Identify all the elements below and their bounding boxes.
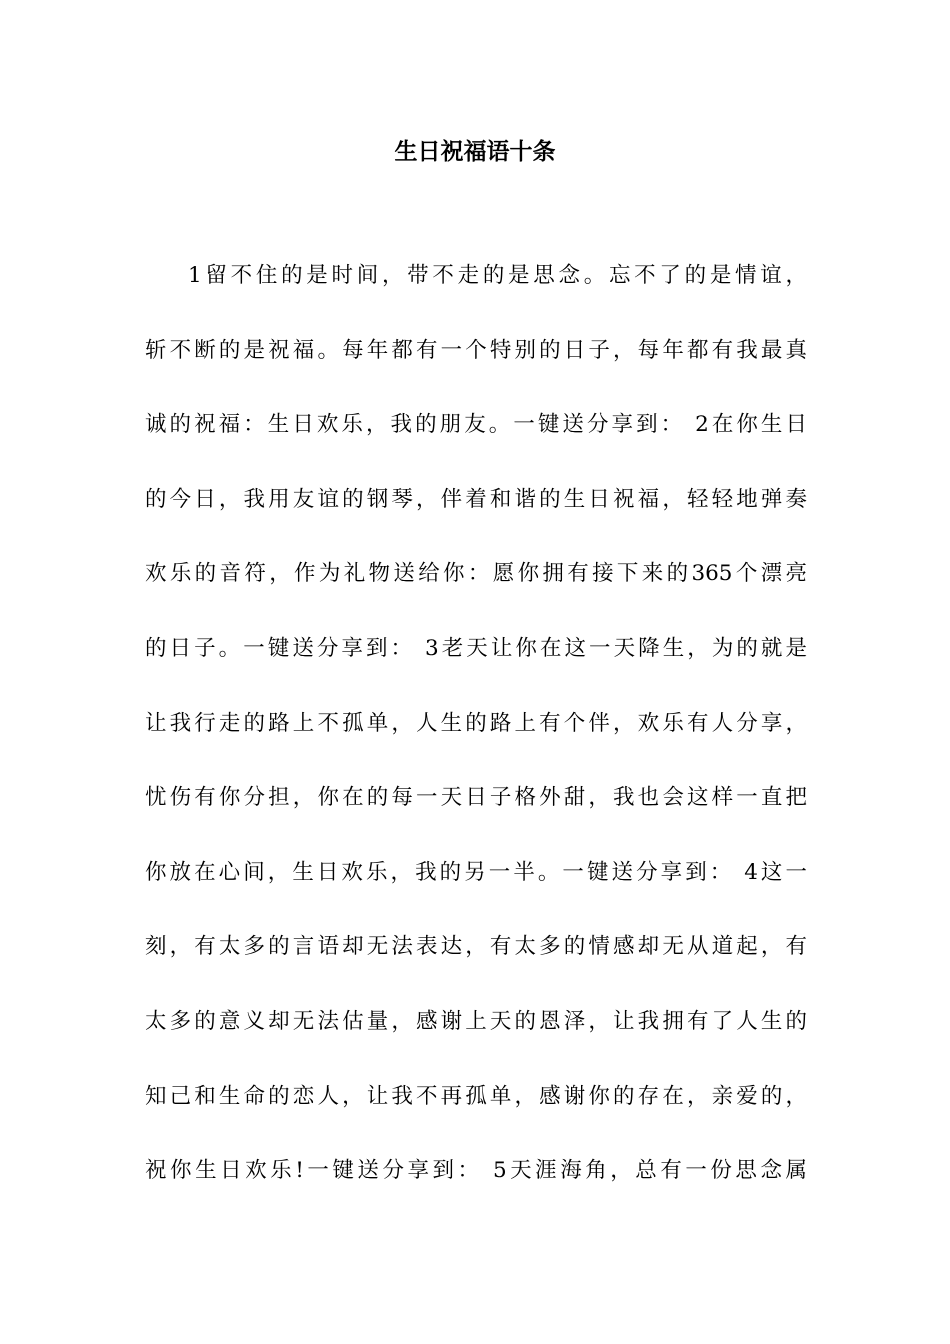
body-line: 刻，有太多的言语却无法表达，有太多的情感却无从道起，有 [145,934,807,960]
body-line: 你放在心间，生日欢乐，我的另一半。一键送分享到： 4这一 [145,859,807,885]
body-line: 诚的祝福：生日欢乐，我的朋友。一键送分享到： 2在你生日 [145,412,807,438]
body-line: 1留不住的是时间，带不走的是思念。忘不了的是情谊， [188,263,807,288]
body-line: 太多的意义却无法估量，感谢上天的恩泽，让我拥有了人生的 [145,1008,807,1034]
document-title: 生日祝福语十条 [394,138,556,165]
body-line: 让我行走的路上不孤单，人生的路上有个伴，欢乐有人分享， [145,710,807,736]
body-line: 忧伤有你分担，你在的每一天日子格外甜，我也会这样一直把 [145,785,807,811]
body-line: 的日子。一键送分享到： 3老天让你在这一天降生，为的就是 [145,635,807,661]
document-body [145,258,807,1228]
body-line: 的今日，我用友谊的钢琴，伴着和谐的生日祝福，轻轻地弹奏 [145,486,807,512]
body-line: 祝你生日欢乐!一键送分享到： 5天涯海角，总有一份思念属 [145,1158,807,1184]
body-line: 斩不断的是祝福。每年都有一个特别的日子，每年都有我最真 [145,337,807,363]
body-line: 欢乐的音符，作为礼物送给你：愿你拥有接下来的365个漂亮 [145,561,807,587]
body-line: 知己和生命的恋人，让我不再孤单，感谢你的存在，亲爱的， [145,1083,807,1109]
